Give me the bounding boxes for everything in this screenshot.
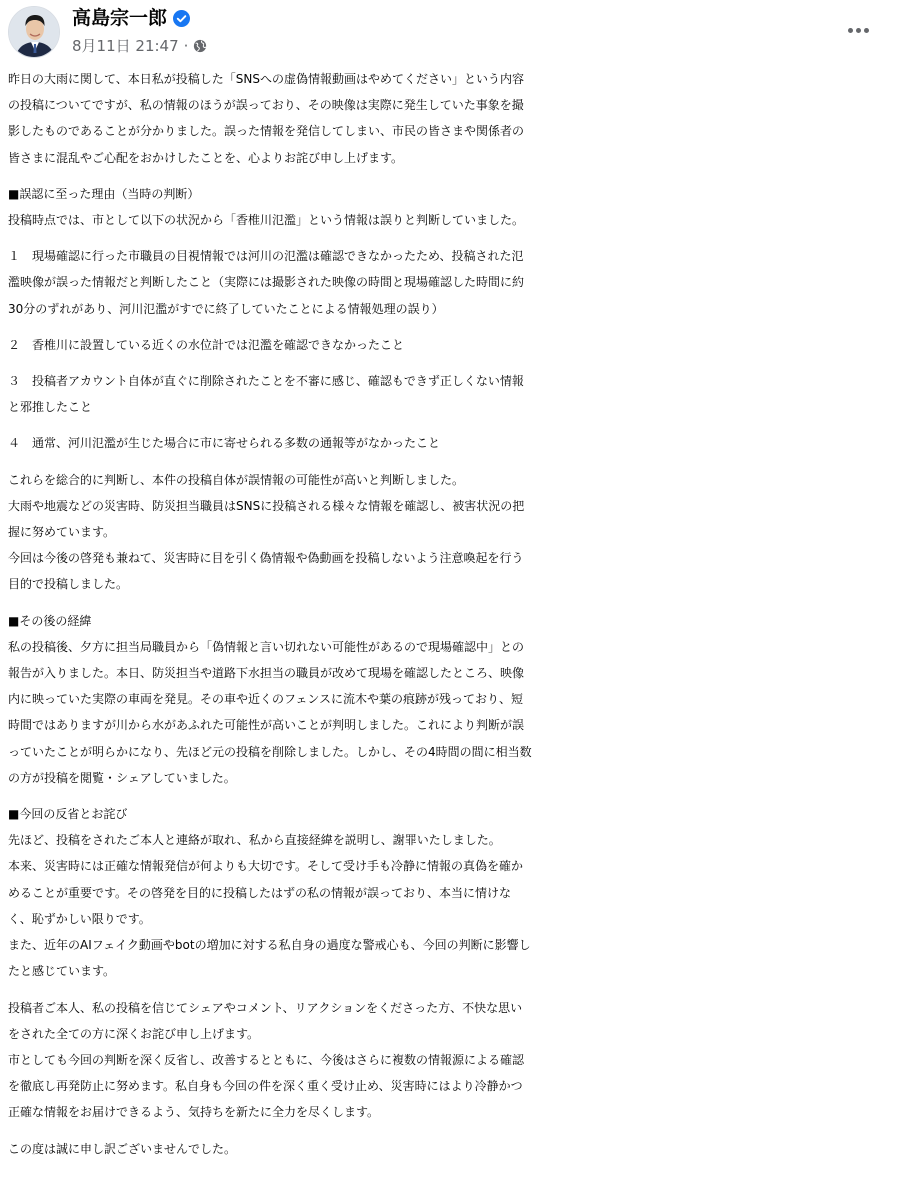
post-paragraph bbox=[8, 1136, 892, 1162]
post-text-line: 本来、災害時には正確な情報発信が何よりも大切です。そして受け手も冷静に情報の真偽を確か bbox=[8, 859, 524, 874]
post-text-line: の投稿についてですが、私の情報のほうが誤っており、その映像は実際に発生していた事象を撮 bbox=[8, 98, 524, 113]
post-text-line: っていたことが明らかになり、先ほど元の投稿を削除しました。しかし、その4時間の間に相当数 bbox=[8, 744, 532, 759]
post-text-line: 投稿者ご本人、私の投稿を信じてシェアやコメント、リアクションをくださった方、不快な思い bbox=[8, 1000, 523, 1015]
post-text-line: 内に映っていた実際の車両を発見。その車や近くのフェンスに流木や葉の痕跡が残っており、短 bbox=[8, 692, 524, 707]
post-paragraph bbox=[8, 467, 892, 598]
post-paragraph bbox=[8, 332, 892, 358]
post-text-line: 正確な情報をお届けできるよう、気持ちを新たに全力を尽くします。 bbox=[8, 1105, 380, 1120]
author-name[interactable] bbox=[72, 6, 190, 30]
post-text-line: この度は誠に申し訳ございませんでした。 bbox=[8, 1141, 237, 1156]
post-text-line: と邪推したこと bbox=[8, 400, 93, 415]
post-paragraph bbox=[8, 66, 892, 171]
avatar[interactable] bbox=[8, 6, 60, 58]
post-text-line: 市としても今回の判断を深く反省し、改善するとともに、今後はさらに複数の情報源による確認 bbox=[8, 1052, 525, 1067]
post-text-line: 報告が入りました。本日、防災担当や道路下水担当の職員が改めて現場を確認したところ、映像 bbox=[8, 666, 525, 681]
post-text-line: 皆さまに混乱やご心配をおかけしたことを、心よりお詫び申し上げます。 bbox=[8, 150, 404, 165]
post-text-line: めることが重要です。その啓発を目的に投稿したはずの私の情報が誤っており、本当に情けな bbox=[8, 885, 512, 900]
more-dot bbox=[864, 28, 869, 33]
post-text-line: 昨日の大雨に関して、本日私が投稿した「SNSへの虚偽情報動画はやめてください」という内容 bbox=[8, 72, 524, 86]
post-text-line: ■その後の経緯 bbox=[8, 613, 92, 628]
post-text-line: ３ 投稿者アカウント自体が直ぐに削除されたことを不審に感じ、確認もできず正しくない情報 bbox=[8, 374, 524, 389]
post-text-line: く、恥ずかしい限りです。 bbox=[8, 911, 151, 926]
post-text-line: ■今回の反省とお詫び bbox=[8, 807, 128, 822]
more-dot bbox=[856, 28, 861, 33]
post-meta bbox=[72, 36, 207, 56]
post-timestamp[interactable]: 8月11日 21:47 bbox=[72, 37, 179, 55]
post-paragraph bbox=[8, 430, 892, 456]
post-header bbox=[0, 0, 898, 64]
post-text-line: ２ 香椎川に設置している近くの水位計では氾濫を確認できなかったこと bbox=[8, 337, 405, 352]
post-text-line: 時間ではありますが川から水があふれた可能性が高いことが判明しました。これにより判断が誤 bbox=[8, 718, 525, 733]
globe-icon[interactable] bbox=[193, 39, 207, 53]
post-paragraph bbox=[8, 181, 892, 233]
post-text-line: 30分のずれがあり、河川氾濫がすでに終了していたことによる情報処理の誤り） bbox=[8, 301, 444, 316]
post-text-line: 握に努めています。 bbox=[8, 525, 116, 540]
post-body bbox=[8, 66, 892, 1162]
meta-separator: · bbox=[183, 37, 189, 55]
post-text-line: ４ 通常、河川氾濫が生じた場合に市に寄せられる多数の通報等がなかったこと bbox=[8, 436, 441, 451]
post-paragraph bbox=[8, 368, 892, 420]
post-text-line: を徹底し再発防止に努めます。私自身も今回の件を深く重く受け止め、災害時にはより冷静かつ bbox=[8, 1079, 523, 1094]
avatar-photo-icon bbox=[9, 7, 60, 58]
post-text-line: たと感じています。 bbox=[8, 964, 116, 979]
post-paragraph bbox=[8, 243, 892, 322]
post-text-line: をされた全ての方に深くお詫び申し上げます。 bbox=[8, 1026, 260, 1041]
post-text-line: 大雨や地震などの災害時、防災担当職員はSNSに投稿される様々な情報を確認し、被害状況の把 bbox=[8, 498, 525, 513]
more-dot bbox=[848, 28, 853, 33]
post-text-line: ■誤認に至った理由（当時の判断） bbox=[8, 186, 200, 201]
author-name-text[interactable]: 高島宗一郎 bbox=[72, 7, 168, 29]
post-text-line: また、近年のAIフェイク動画やbotの増加に対する私自身の過度な警戒心も、今回の判断に影響し bbox=[8, 938, 531, 953]
post-text-line: 投稿時点では、市として以下の状況から「香椎川氾濫」という情報は誤りと判断していました。 bbox=[8, 213, 525, 228]
post-paragraph bbox=[8, 608, 892, 791]
post-text-line: 目的で投稿しました。 bbox=[8, 577, 129, 592]
post-paragraph bbox=[8, 801, 892, 984]
post-paragraph bbox=[8, 995, 892, 1126]
post-text-line: 今回は今後の啓発も兼ねて、災害時に目を引く偽情報や偽動画を投稿しないよう注意喚起を行う bbox=[8, 551, 524, 566]
more-options-button[interactable] bbox=[840, 16, 876, 44]
post-text-line: 濫映像が誤った情報だと判断したこと（実際には撮影された映像の時間と現場確認した時間に約 bbox=[8, 275, 525, 290]
post-text-line: 私の投稿後、夕方に担当局職員から「偽情報と言い切れない可能性があるので現場確認中」との bbox=[8, 639, 525, 654]
verified-badge-icon bbox=[173, 10, 190, 27]
post-text-line: これらを総合的に判断し、本件の投稿自体が誤情報の可能性が高いと判断しました。 bbox=[8, 472, 465, 487]
post-text-line: 影したものであることが分かりました。誤った情報を発信してしまい、市民の皆さまや関係者の bbox=[8, 124, 525, 139]
post-text-line: 先ほど、投稿をされたご本人と連絡が取れ、私から直接経緯を説明し、謝罪いたしました。 bbox=[8, 833, 501, 848]
post-text-line: の方が投稿を閲覧・シェアしていました。 bbox=[8, 770, 236, 785]
post-text-line: １ 現場確認に行った市職員の目視情報では河川の氾濫は確認できなかったため、投稿された氾 bbox=[8, 249, 524, 264]
